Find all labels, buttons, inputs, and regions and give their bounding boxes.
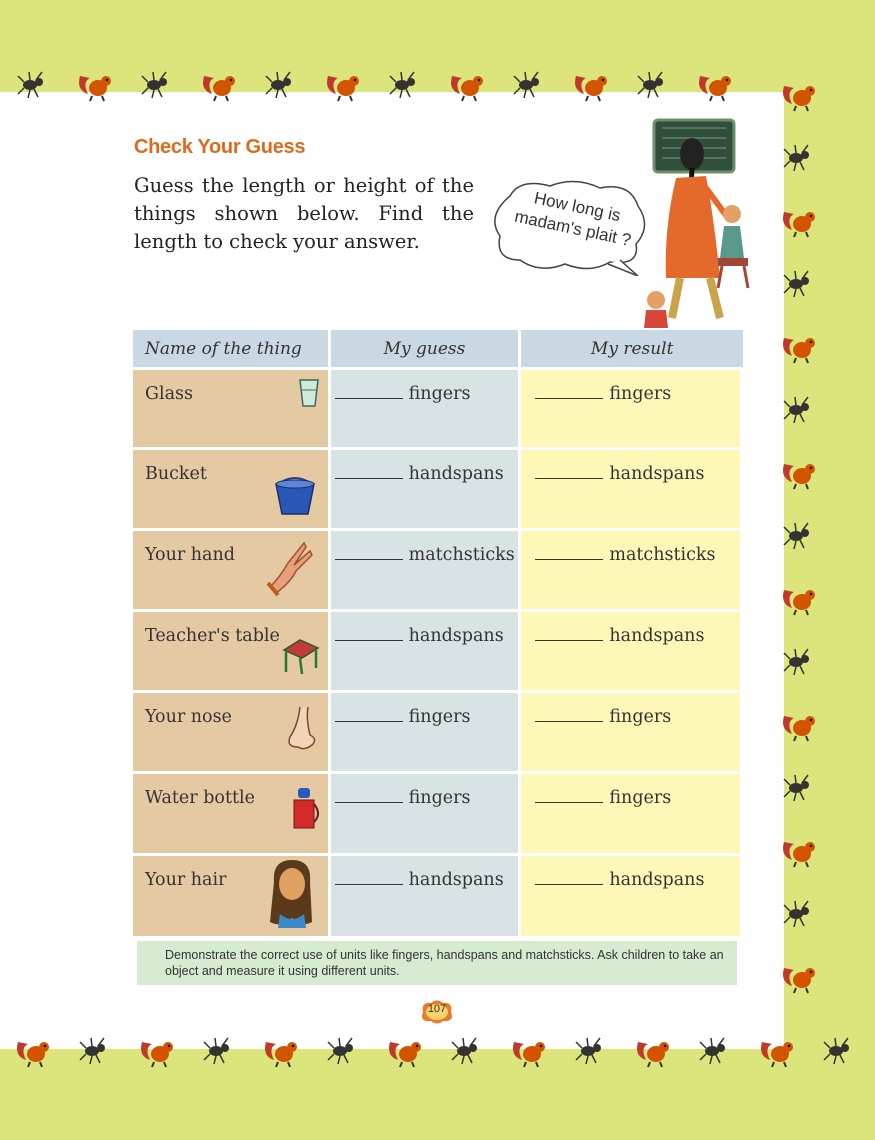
ant-icon [448,1036,480,1070]
result-blank[interactable] [535,639,603,641]
ant-icon [324,1036,356,1070]
result-blank[interactable] [535,397,603,399]
guess-cell[interactable] [331,370,522,450]
table-icon [280,636,320,681]
bucket-icon [270,470,320,521]
squirrel-icon [138,1036,178,1072]
guess-unit: handspans [408,464,504,484]
thing-name-cell [133,370,331,450]
ant-icon [572,1036,604,1070]
column-header-name: Name of the thing [133,330,331,370]
table-row [133,774,743,856]
ant-icon [820,1036,852,1070]
thing-name: Glass [145,384,193,404]
squirrel-icon [76,70,116,106]
squirrel-icon [758,1036,798,1072]
ant-icon [138,70,170,104]
ant-icon [262,70,294,104]
guess-blank[interactable] [335,477,403,479]
ant-icon [780,143,812,177]
squirrel-icon [262,1036,302,1072]
result-cell[interactable] [521,612,743,693]
result-unit: handspans [609,626,705,646]
ant-icon [780,395,812,429]
measurement-table [133,330,743,939]
thing-name: Teacher's table [145,626,280,646]
squirrel-icon [324,70,364,106]
glass-icon [298,378,320,413]
guess-blank[interactable] [335,720,403,722]
table-row [133,856,743,939]
guess-blank[interactable] [335,397,403,399]
guess-cell[interactable] [331,450,522,531]
guess-cell[interactable] [331,531,522,612]
squirrel-icon [780,584,820,620]
ant-icon [780,647,812,681]
squirrel-icon [780,458,820,494]
column-header-result: My result [521,330,743,370]
teacher-with-children-illustration [636,118,756,333]
ant-icon [780,899,812,933]
result-unit: matchsticks [609,545,716,565]
result-unit: fingers [609,384,672,404]
squirrel-icon [200,70,240,106]
ant-icon [510,70,542,104]
thing-name-cell [133,612,331,693]
table-row [133,370,743,450]
ant-icon [386,70,418,104]
squirrel-icon [14,1036,54,1072]
squirrel-icon [634,1036,674,1072]
squirrel-icon [386,1036,426,1072]
squirrel-icon [780,332,820,368]
thing-name: Water bottle [145,788,255,808]
thing-name: Your hand [145,545,235,565]
thing-name-cell [133,774,331,856]
result-cell[interactable] [521,450,743,531]
thing-name-cell [133,450,331,531]
ant-icon [634,70,666,104]
speech-bubble-text: How long is madam's plait ? [512,188,633,250]
result-unit: handspans [609,464,705,484]
result-unit: fingers [609,707,672,727]
ant-icon [696,1036,728,1070]
girl-hair-icon [260,858,320,937]
squirrel-icon [780,836,820,872]
guess-cell[interactable] [331,693,522,774]
table-row [133,693,743,774]
result-cell[interactable] [521,531,743,612]
result-unit: handspans [609,870,705,890]
ant-icon [780,773,812,807]
guess-cell[interactable] [331,856,522,939]
page-title: Check Your Guess [134,136,306,158]
water-bottle-icon [290,786,320,837]
thing-name-cell [133,693,331,774]
guess-unit: fingers [408,384,471,404]
ant-icon [780,521,812,555]
page-number: 107 [427,1003,447,1015]
squirrel-icon [572,70,612,106]
nose-icon [284,705,320,756]
guess-blank[interactable] [335,558,403,560]
guess-cell[interactable] [331,612,522,693]
result-cell[interactable] [521,856,743,939]
teacher-note: Demonstrate the correct use of units like fingers, handspans and matchsticks. Ask children to take an object and measure it using different units. [137,941,737,985]
guess-unit: handspans [408,870,504,890]
squirrel-icon [780,710,820,746]
guess-unit: fingers [408,707,471,727]
ant-icon [14,70,46,104]
guess-unit: matchsticks [408,545,515,565]
squirrel-icon [696,70,736,106]
guess-unit: handspans [408,626,504,646]
result-blank[interactable] [535,883,603,885]
result-unit: fingers [609,788,672,808]
intro-text: Guess the length or height of the things shown below. Find the length to check your answer. [134,174,474,253]
squirrel-icon [780,80,820,116]
result-blank[interactable] [535,801,603,803]
result-blank[interactable] [535,477,603,479]
squirrel-icon [780,206,820,242]
result-cell[interactable] [521,693,743,774]
ant-icon [780,269,812,303]
thing-name: Your nose [145,707,232,727]
table-header-row [133,330,743,370]
squirrel-icon [448,70,488,106]
table-row [133,531,743,612]
guess-unit: fingers [408,788,471,808]
table-row [133,612,743,693]
guess-cell[interactable] [331,774,522,856]
result-cell[interactable] [521,370,743,450]
result-blank[interactable] [535,558,603,560]
hand-icon [260,537,320,602]
squirrel-icon [780,962,820,998]
table-row [133,450,743,531]
guess-blank[interactable] [335,883,403,885]
column-header-guess: My guess [331,330,522,370]
squirrel-icon [510,1036,550,1072]
thing-name-cell [133,531,331,612]
thing-name: Bucket [145,464,207,484]
thing-name: Your hair [145,870,227,890]
result-blank[interactable] [535,720,603,722]
guess-blank[interactable] [335,801,403,803]
ant-icon [200,1036,232,1070]
thing-name-cell [133,856,331,939]
guess-blank[interactable] [335,639,403,641]
ant-icon [76,1036,108,1070]
result-cell[interactable] [521,774,743,856]
